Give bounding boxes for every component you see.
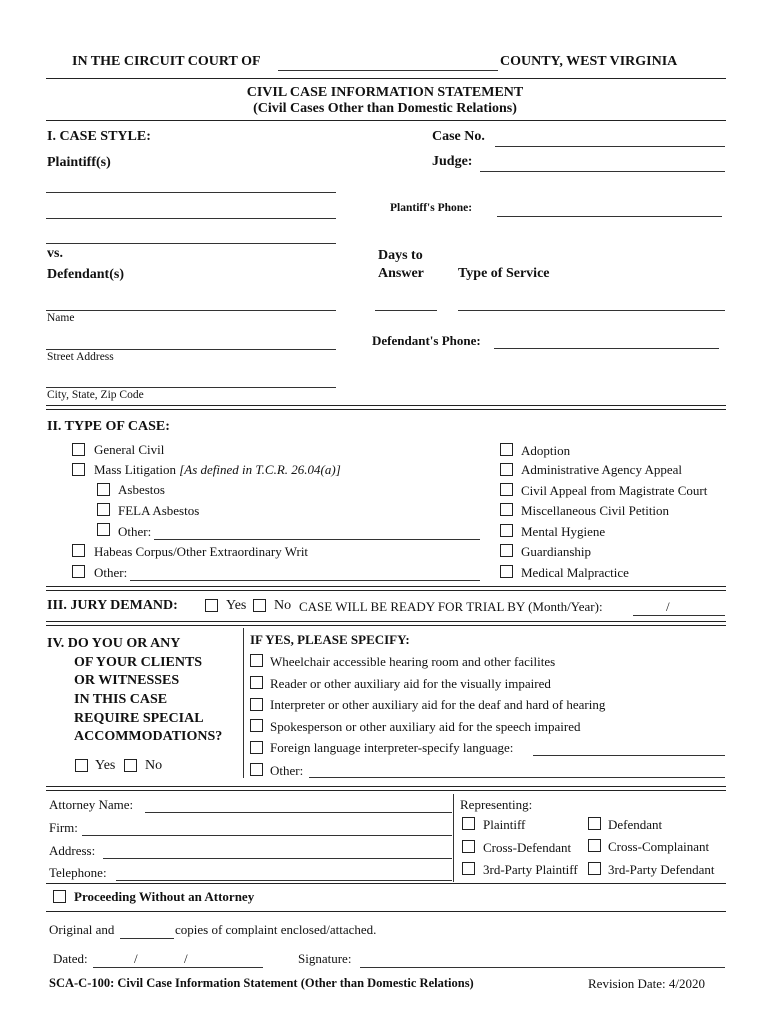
plaintiff-phone-field[interactable] — [497, 216, 722, 217]
mental-hygiene-checkbox[interactable] — [500, 524, 513, 537]
general-civil-label: General Civil — [94, 442, 165, 457]
rep-defendant-label: Defendant — [608, 817, 663, 832]
signature-label: Signature: — [298, 951, 352, 966]
medical-malpractice-checkbox[interactable] — [500, 565, 513, 578]
form-title: CIVIL CASE INFORMATION STATEMENT — [246, 85, 524, 100]
pro-se-checkbox[interactable] — [53, 890, 66, 903]
form-subtitle: (Civil Cases Other than Domestic Relations) — [253, 101, 517, 116]
guardianship-label: Guardianship — [521, 544, 592, 559]
rep-cross-defendant-checkbox[interactable] — [462, 840, 475, 853]
admin-agency-appeal-label: Administrative Agency Appeal — [521, 462, 683, 477]
name-caption: Name — [47, 312, 75, 324]
trial-ready-label: CASE WILL BE READY FOR TRIAL BY (Month/Year): — [299, 599, 603, 614]
days-to-label: Days to — [378, 248, 423, 263]
misc-civil-petition-label: Miscellaneous Civil Petition — [521, 503, 670, 518]
rep-defendant-checkbox[interactable] — [588, 817, 601, 830]
spokesperson-checkbox[interactable] — [250, 719, 263, 732]
defendant-phone-field[interactable] — [494, 348, 719, 349]
rep-plaintiff-label: Plaintiff — [483, 817, 526, 832]
accommodations-heading-1: IV. DO YOU OR ANY — [47, 636, 181, 651]
misc-civil-petition-checkbox[interactable] — [500, 503, 513, 516]
revision-date: Revision Date: 4/2020 — [588, 976, 705, 991]
foreign-language-field[interactable] — [533, 755, 725, 756]
fela-asbestos-checkbox[interactable] — [97, 503, 110, 516]
asbestos-checkbox[interactable] — [97, 483, 110, 496]
accommodations-no-checkbox[interactable] — [124, 759, 137, 772]
accommodations-heading-4: IN THIS CASE — [74, 692, 168, 707]
general-civil-checkbox[interactable] — [72, 443, 85, 456]
defendant-name-field[interactable] — [46, 310, 336, 311]
county-field[interactable] — [278, 70, 498, 71]
pro-se-label: Proceeding Without an Attorney — [74, 889, 255, 904]
wheelchair-label: Wheelchair accessible hearing room and other facilites — [270, 654, 556, 669]
court-suffix: COUNTY, WEST VIRGINIA — [500, 54, 678, 69]
firm-field[interactable] — [82, 835, 452, 836]
telephone-field[interactable] — [116, 880, 452, 881]
reader-label: Reader or other auxiliary aid for the visually impaired — [270, 676, 551, 691]
firm-label: Firm: — [49, 820, 78, 835]
interpreter-deaf-checkbox[interactable] — [250, 698, 263, 711]
accommodations-heading-6: ACCOMMODATIONS? — [74, 729, 223, 744]
judge-label: Judge: — [432, 154, 473, 169]
habeas-corpus-checkbox[interactable] — [72, 544, 85, 557]
accommodations-no-label: No — [145, 758, 163, 773]
copies-label: copies of complaint enclosed/attached. — [175, 922, 377, 937]
rep-third-plaintiff-label: 3rd-Party Plaintiff — [483, 862, 578, 877]
address-field[interactable] — [103, 858, 452, 859]
judge-field[interactable] — [480, 171, 725, 172]
section-type-of-case-heading: II. TYPE OF CASE: — [47, 419, 170, 434]
dated-slash-1: / — [134, 951, 138, 966]
accommodations-heading-2: OF YOUR CLIENTS — [74, 655, 203, 670]
mass-other-label: Other: — [118, 524, 152, 539]
attorney-name-field[interactable] — [145, 812, 452, 813]
medical-malpractice-label: Medical Malpractice — [521, 565, 629, 580]
section-divider-3 — [46, 621, 726, 626]
section-divider-1 — [46, 405, 726, 410]
rep-cross-complainant-label: Cross-Complainant — [608, 839, 710, 854]
street-address-caption: Street Address — [47, 351, 114, 363]
rep-third-plaintiff-checkbox[interactable] — [462, 862, 475, 875]
case-no-field[interactable] — [495, 146, 725, 147]
attorney-column-divider — [453, 794, 454, 882]
other-case-field[interactable] — [130, 580, 480, 581]
copies-count-field[interactable] — [120, 938, 174, 939]
section-divider-2 — [46, 586, 726, 591]
other-case-checkbox[interactable] — [72, 565, 85, 578]
rep-cross-complainant-checkbox[interactable] — [588, 839, 601, 852]
section-divider-4 — [46, 786, 726, 791]
plaintiff-field-1[interactable] — [46, 192, 336, 193]
jury-demand-heading: III. JURY DEMAND: — [47, 598, 178, 613]
other-case-label: Other: — [94, 565, 128, 580]
section-case-style-heading: I. CASE STYLE: — [47, 129, 151, 144]
mass-litigation-label: Mass Litigation [As defined in T.C.R. 26.04(a)] — [94, 462, 341, 477]
plaintiffs-label: Plaintiff(s) — [47, 155, 111, 170]
rep-third-defendant-label: 3rd-Party Defendant — [608, 862, 715, 877]
case-no-label: Case No. — [432, 129, 485, 144]
admin-agency-appeal-checkbox[interactable] — [500, 463, 513, 476]
other-accommodation-label: Other: — [270, 763, 304, 778]
header-divider — [46, 78, 726, 79]
mass-litigation-note: [As defined in T.C.R. 26.04(a)] — [179, 462, 341, 477]
wheelchair-checkbox[interactable] — [250, 654, 263, 667]
city-state-zip-caption: City, State, Zip Code — [47, 389, 144, 401]
jury-yes-label: Yes — [226, 598, 247, 613]
accommodations-yes-label: Yes — [95, 758, 116, 773]
reader-checkbox[interactable] — [250, 676, 263, 689]
plaintiff-field-3[interactable] — [46, 243, 336, 244]
mental-hygiene-label: Mental Hygiene — [521, 524, 606, 539]
other-accommodation-checkbox[interactable] — [250, 763, 263, 776]
original-label: Original and — [49, 922, 115, 937]
foreign-language-checkbox[interactable] — [250, 741, 263, 754]
accommodations-yes-checkbox[interactable] — [75, 759, 88, 772]
plaintiff-phone-label: Plantiff's Phone: — [390, 202, 473, 214]
dated-slash-2: / — [184, 951, 188, 966]
plaintiff-field-2[interactable] — [46, 218, 336, 219]
rep-cross-defendant-label: Cross-Defendant — [483, 840, 572, 855]
attorney-divider — [46, 883, 726, 884]
signature-field[interactable] — [360, 967, 725, 968]
habeas-corpus-label: Habeas Corpus/Other Extraordinary Writ — [94, 544, 309, 559]
answer-label: Answer — [378, 266, 424, 281]
jury-no-checkbox[interactable] — [253, 599, 266, 612]
attorney-name-label: Attorney Name: — [49, 797, 134, 812]
asbestos-label: Asbestos — [118, 482, 165, 497]
interpreter-deaf-label: Interpreter or other auxiliary aid for the deaf and hard of hearing — [270, 697, 606, 712]
accommodations-heading-5: REQUIRE SPECIAL — [74, 711, 204, 726]
jury-yes-checkbox[interactable] — [205, 599, 218, 612]
court-prefix: IN THE CIRCUIT COURT OF — [72, 54, 261, 69]
type-of-service-label: Type of Service — [458, 266, 550, 281]
days-to-answer-field[interactable] — [375, 310, 437, 311]
trial-date-slash: / — [666, 599, 670, 614]
other-accommodation-field[interactable] — [309, 777, 725, 778]
mass-other-checkbox[interactable] — [97, 523, 110, 536]
defendants-label: Defendant(s) — [47, 267, 124, 282]
adoption-label: Adoption — [521, 443, 571, 458]
street-address-field[interactable] — [46, 349, 336, 350]
spokesperson-label: Spokesperson or other auxiliary aid for the speech impaired — [270, 719, 581, 734]
defendant-phone-label: Defendant's Phone: — [372, 333, 481, 348]
title-divider — [46, 120, 726, 121]
trial-date-field[interactable] — [633, 615, 725, 616]
rep-third-defendant-checkbox[interactable] — [588, 862, 601, 875]
fela-asbestos-label: FELA Asbestos — [118, 503, 200, 518]
address-label: Address: — [49, 843, 96, 858]
accommodations-heading-3: OR WITNESSES — [74, 673, 180, 688]
city-state-zip-field[interactable] — [46, 387, 336, 388]
dated-field[interactable] — [93, 967, 263, 968]
mass-litigation-checkbox[interactable] — [72, 463, 85, 476]
representing-label: Representing: — [460, 797, 533, 812]
section4-column-divider — [243, 628, 244, 778]
pro-se-divider — [46, 911, 726, 912]
mass-other-field[interactable] — [154, 539, 480, 540]
jury-no-label: No — [274, 598, 292, 613]
adoption-checkbox[interactable] — [500, 443, 513, 456]
form-id: SCA-C-100: Civil Case Information Statement (Other than Domestic Relations) — [49, 976, 474, 990]
please-specify-label: IF YES, PLEASE SPECIFY: — [250, 632, 410, 647]
type-of-service-field[interactable] — [458, 310, 725, 311]
vs-label: vs. — [47, 246, 63, 261]
magistrate-appeal-checkbox[interactable] — [500, 483, 513, 496]
dated-label: Dated: — [53, 951, 88, 966]
guardianship-checkbox[interactable] — [500, 544, 513, 557]
magistrate-appeal-label: Civil Appeal from Magistrate Court — [521, 483, 708, 498]
rep-plaintiff-checkbox[interactable] — [462, 817, 475, 830]
foreign-language-label: Foreign language interpreter-specify language: — [270, 740, 514, 755]
telephone-label: Telephone: — [49, 865, 107, 880]
